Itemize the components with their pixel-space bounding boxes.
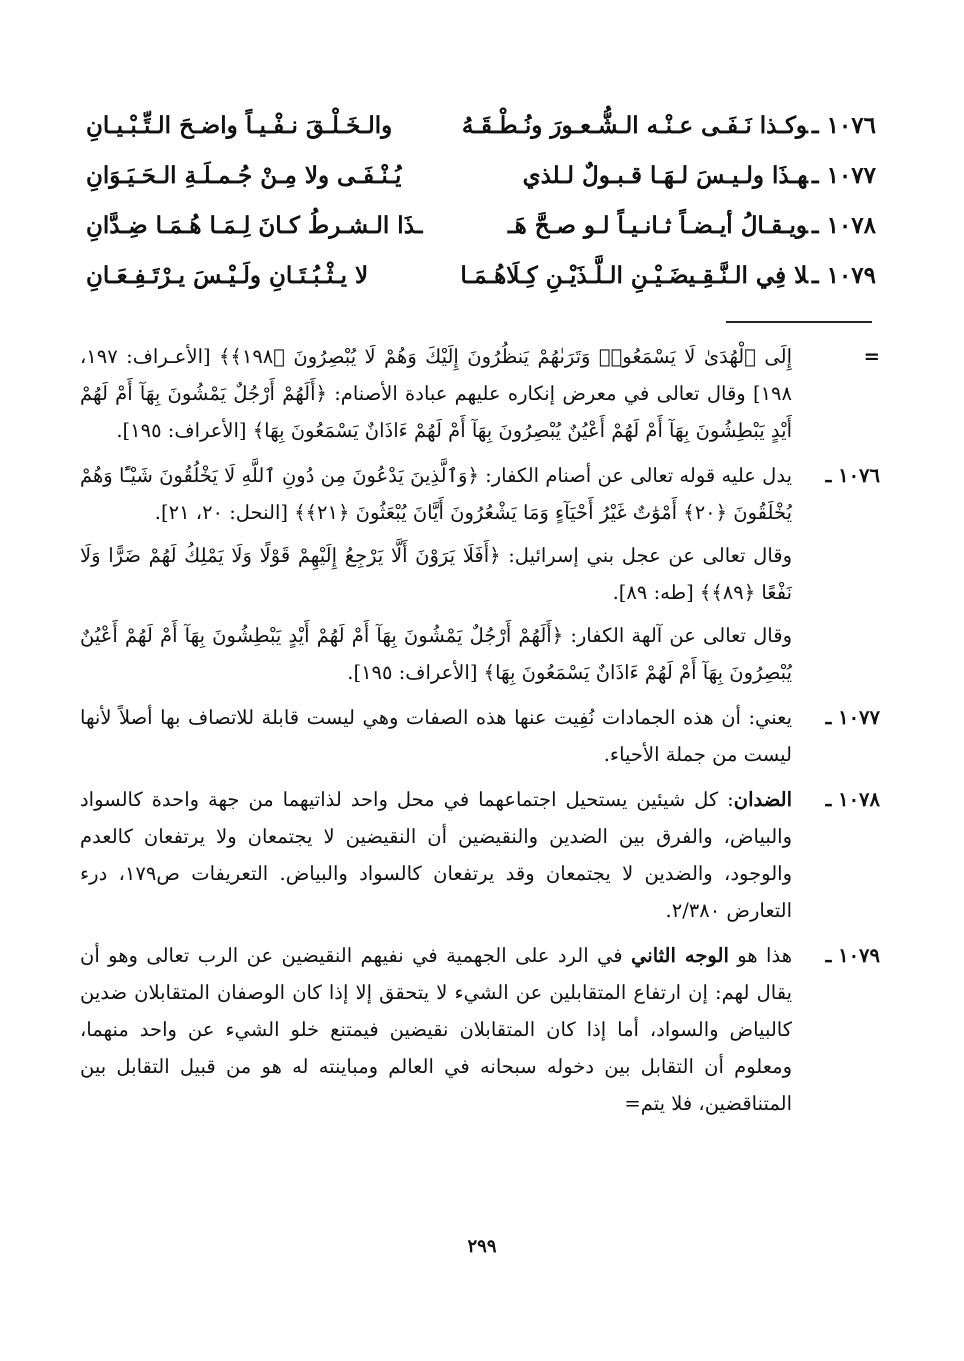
footnote-body: [80, 781, 792, 929]
footnote-paragraph: وقال تعالى عن عجل بني إسرائيل: ﴿أَفَلَا يَرَوْنَ أَلَّا يَرْجِعُ إِلَيْهِمْ قَوْلًا وَلَا يَمْلِكُ لَهُمْ ضَرًّا وَلَا نَفْعًا ﴿٨٩﴾﴾ [طه: ٨٩].: [80, 544, 792, 604]
footnote-paragraph: وقال تعالى عن آلهة الكفار: ﴿أَلَهُمْ أَرْجُلٌ يَمْشُونَ بِهَآ أَمْ لَهُمْ أَيْدٍ يَبْطِشُونَ بِهَآ أَمْ لَهُمْ أَعْيُنٌ يُبْصِرُونَ بِهَآ أَمْ لَهُمْ ءَاذَانٌ يَسْمَعُونَ بِهَا﴾ [الأعراف: ١٩٥].: [80, 624, 792, 684]
verse-1077: [86, 150, 876, 200]
verse-second-hemistich: يُـنْـفَـى ولا مِـنْ جُـمـلَـةِ الـحَـيَـوَانِ: [86, 161, 402, 189]
footnote-marker: =: [863, 345, 880, 368]
footnote-divider: [726, 321, 872, 323]
verse-1076: [86, 100, 876, 150]
footnote-paragraph: إِلَى ٱلْهُدَىٰ لَا يَسْمَعُوا۟ وَتَرَىٰهُمْ يَنظُرُونَ إِلَيْكَ وَهُمْ لَا يُبْصِرُونَ ﴿١٩٨﴾﴾ [الأعـراف: ١٩٧، ١٩٨] وقال تعالى في معرض إنكاره عليهم عبادة الأصنام: ﴿أَلَهُمْ أَرْجُلٌ يَمْشُونَ بِهَآ أَمْ لَهُمْ أَيْدٍ يَبْطِشُونَ بِهَآ أَمْ لَهُمْ أَعْيُنٌ يُبْصِرُونَ بِهَآ أَمْ لَهُمْ ءَاذَانٌ يَسْمَعُونَ بِهَا﴾ [الأعراف: ١٩٥].: [80, 345, 792, 442]
verse-1079: [86, 250, 876, 300]
verse-first-hemistich: [462, 112, 876, 139]
footnote-body: [80, 937, 792, 1122]
verse-first-hemistich: [523, 162, 876, 189]
footnote-body: [80, 338, 792, 449]
page-number: ٢٩٩: [467, 1236, 497, 1257]
verse-first-hemistich: [460, 262, 876, 289]
verse-first-text: هـذَا ولـيـسَ لـهَـا قـبـولٌ لـلذي: [522, 161, 808, 189]
footnote-paragraph: يدل عليه قوله تعالى عن أصنام الكفار: ﴿وَٱلَّذِينَ يَدْعُونَ مِن دُونِ ٱللَّهِ لَا يَخْلُقُونَ شَيْـًٔا وَهُمْ يُخْلَقُونَ ﴿٢٠﴾ أَمْوَٰتٌ غَيْرُ أَحْيَآءٍ وَمَا يَشْعُرُونَ أَيَّانَ يُبْعَثُونَ ﴿٢١﴾﴾ [النحل: ٢٠، ٢١].: [80, 464, 792, 524]
footnote-term: الوجه الثاني: [631, 944, 729, 967]
verse-first-text: ويـقـالُ أيـضـاً ثـانـيـاً لـو صـحَّ هَـ: [507, 211, 808, 239]
verse-number: ١٠٧٩ ـ: [811, 261, 876, 289]
footnote-body: [80, 457, 792, 691]
footnote-text-intro: هذا هو: [728, 944, 792, 967]
footnotes: [80, 338, 880, 1130]
footnote-term: الضدان: [733, 788, 792, 811]
footnote-body: [80, 699, 792, 773]
verse-first-hemistich: [508, 212, 876, 239]
footnote-1078: [80, 781, 880, 929]
footnote-paragraph: [80, 781, 792, 929]
footnote-marker: ١٠٧٦ ـ: [825, 464, 880, 487]
footnote-continuation: [80, 338, 880, 449]
footnote-marker: ١٠٧٨ ـ: [825, 788, 880, 811]
footnote-paragraph: [80, 937, 792, 1122]
verse-first-text: لا فِي الـنَّـقِـيضَـيْـنِ الـلَّـذَيْـنِ كِـلَاهُـمَـا: [460, 261, 808, 289]
footnote-text: في الرد على الجهمية في نفيهم النقيضين عن الرب تعالى وهو أن يقال لهم: إن ارتفاع المتقابلين عن الشيء لا يتحقق إلا إذا كان الوصفان المتقابلان ضدين كالبياض والسواد، أما إذا كان المتقابلان نقيضين فيمتنع خلو الشيء عن واحد منهما، ومعلوم أن التقابل بين دخوله سبحانه في العالم ومباينته له هو من قبيل التقابل بين المتناقضين، فلا يتم=: [80, 944, 792, 1115]
footnote-text: : كل شيئين يستحيل اجتماعهما في محل واحد لذاتيهما من جهة واحدة كالسواد والبياض، والفرق بين الضدين والنقيضين أن النقيضين لا يجتمعان ولا يرتفعان كالعدم والوجود، والضدين لا يجتمعان وقد يرتفعان كالسواد والبياض. التعريفات ص١٧٩، درء التعارض ٢/٣٨٠.: [80, 788, 792, 922]
verse-number: ١٠٧٦ ـ: [811, 111, 876, 139]
verse-1078: [86, 200, 876, 250]
footnote-1076: [80, 457, 880, 691]
footnote-1079: [80, 937, 880, 1122]
verse-number: ١٠٧٧ ـ: [811, 161, 876, 189]
footnote-paragraph: يعني: أن هذه الجمادات نُفِيت عنها هذه الصفات وهي ليست قابلة للاتصاف بها أصلاً لأنها ليست من جملة الأحياء.: [80, 706, 792, 766]
poem-verses: [86, 100, 876, 300]
verse-first-text: وكـذا نَـفَـى عـنْـه الـشُّـعـورَ ونُـطْـقَـهُ: [461, 111, 808, 139]
footnote-1077: [80, 699, 880, 773]
footnote-marker: ١٠٧٩ ـ: [825, 944, 880, 967]
verse-second-hemistich: ـذَا الـشـرطُ كـانَ لِـمَـا هُـمَـا ضِـدَّانِ: [86, 211, 423, 239]
verse-number: ١٠٧٨ ـ: [811, 211, 876, 239]
verse-second-hemistich: والـخَـلْـقَ نـفْـيـاً واضـحَ الـتِّـبْـيـانِ: [86, 111, 393, 139]
footnote-marker: ١٠٧٧ ـ: [825, 706, 880, 729]
verse-second-hemistich: لا يـثْـبُـتَـانِ ولَـيْـسَ يـرْتَـفِـعَـانِ: [86, 261, 369, 289]
